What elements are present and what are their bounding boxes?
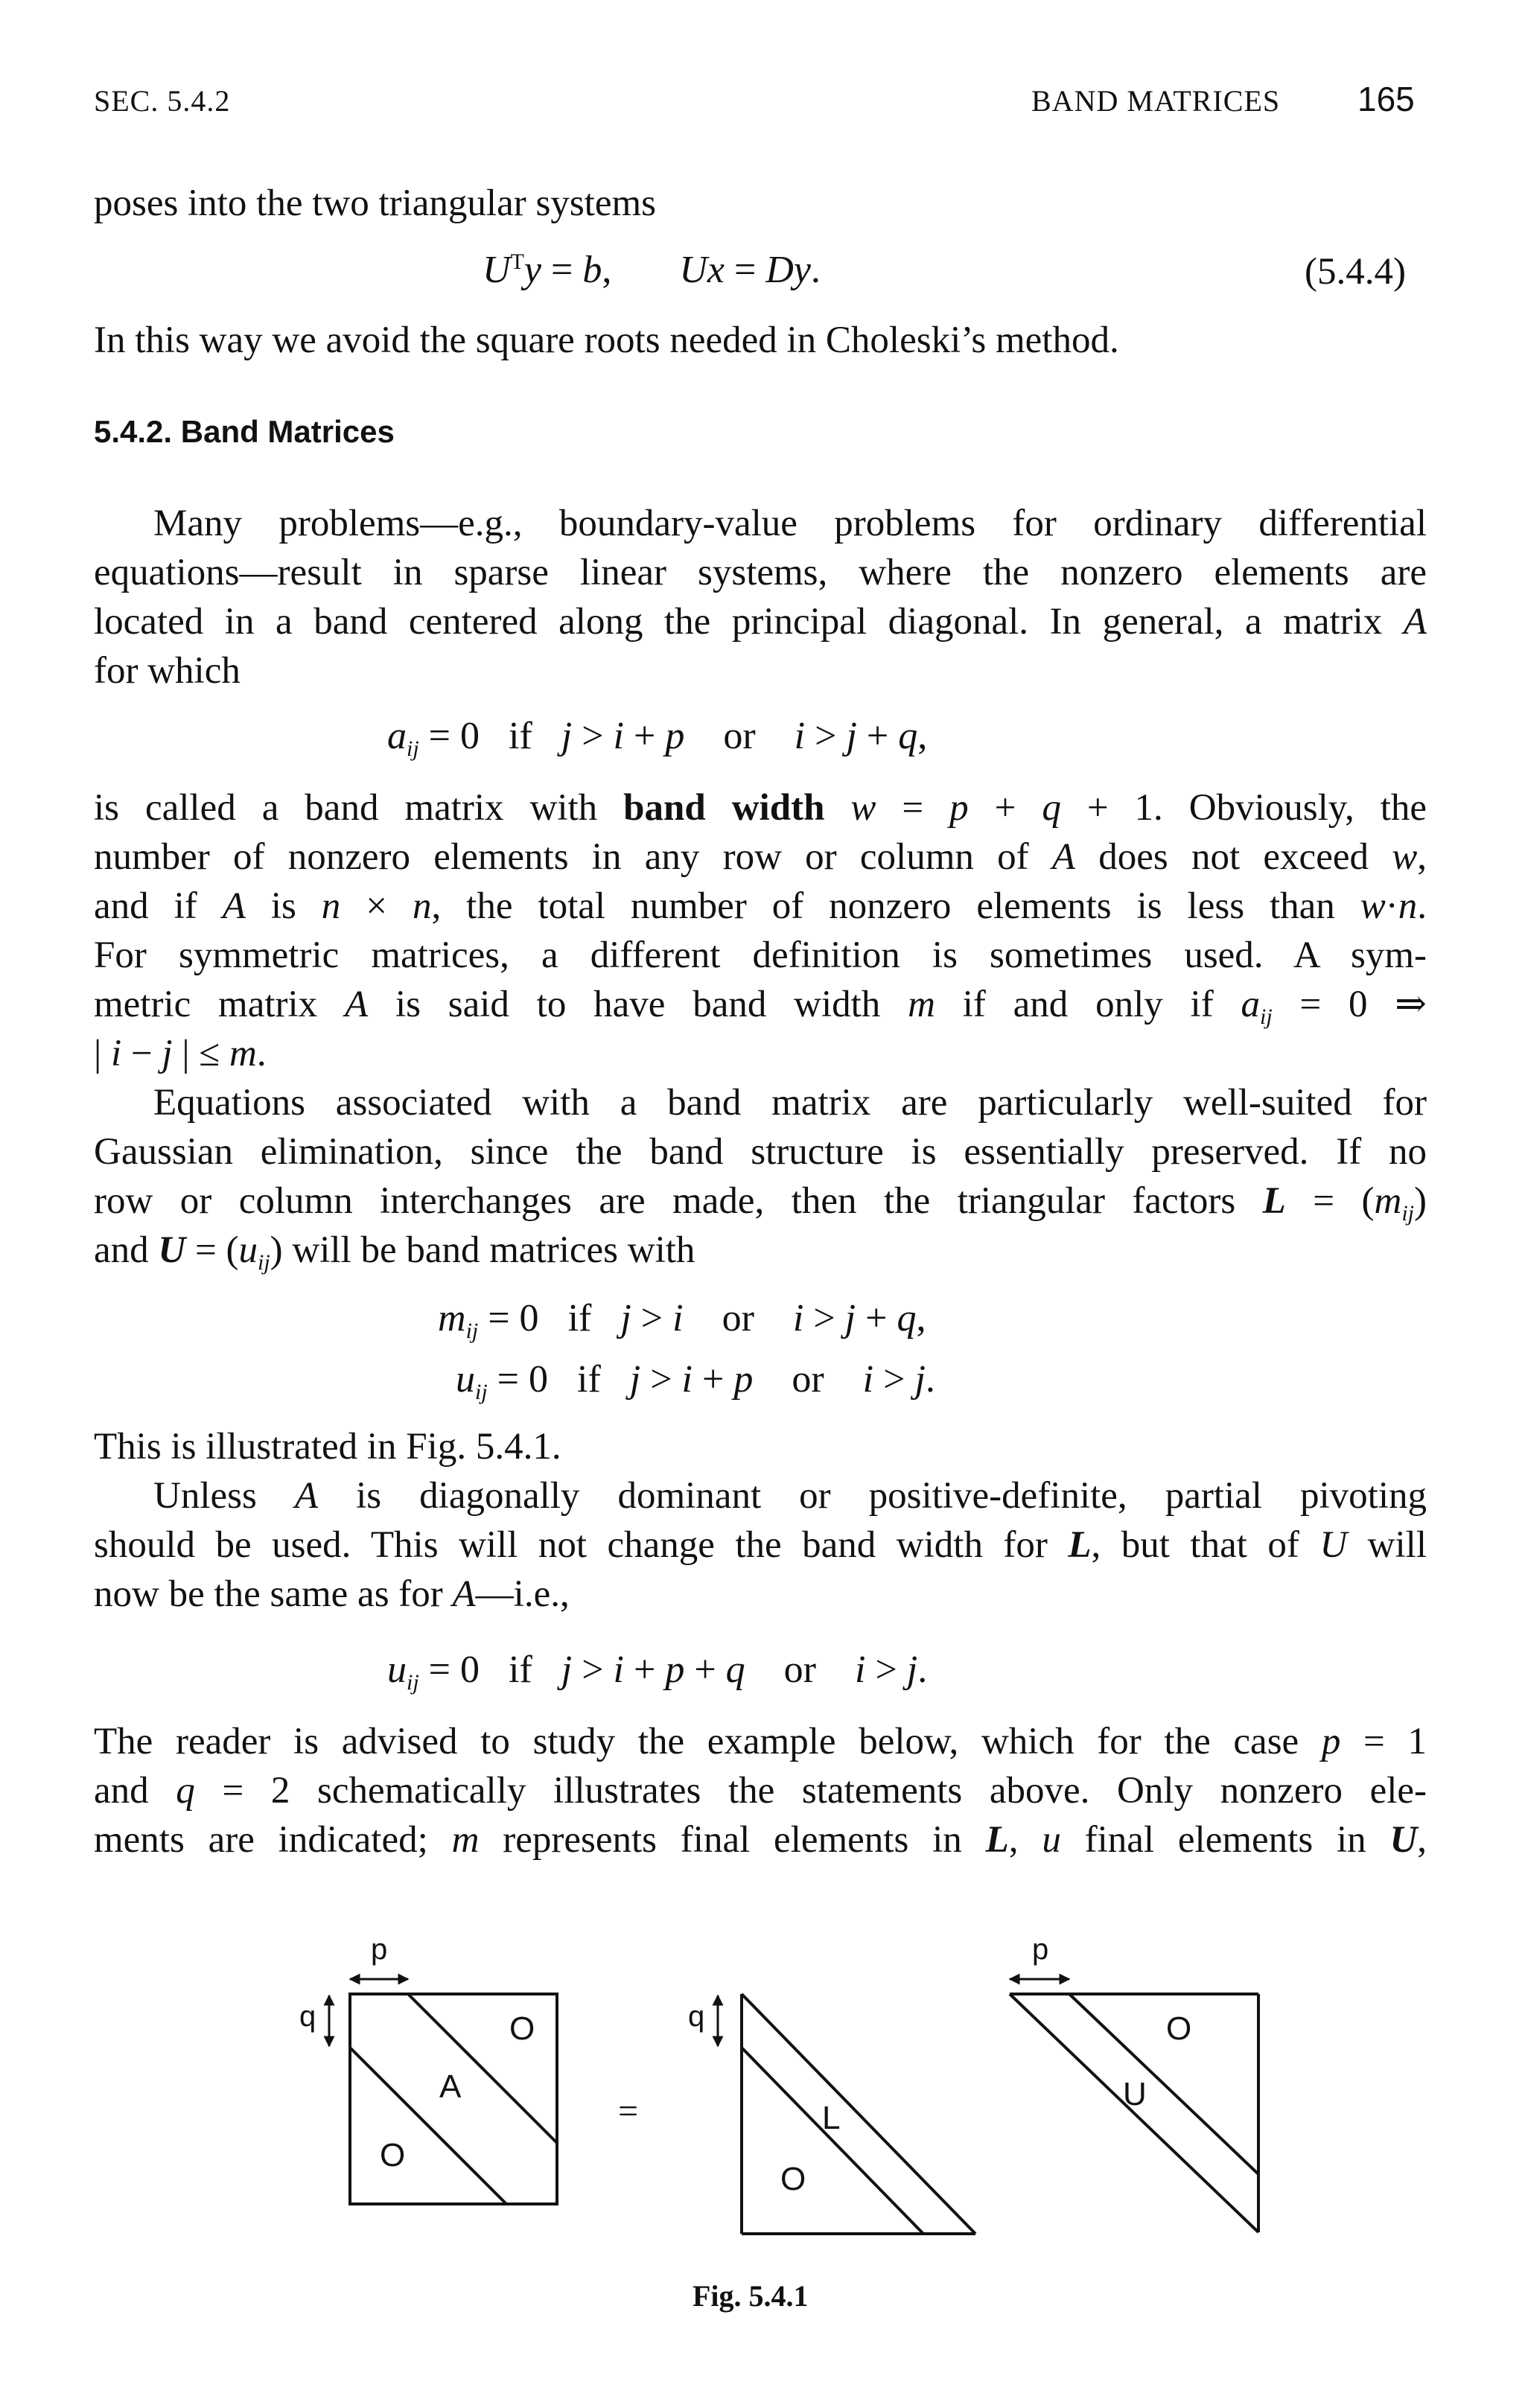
para2-line5: metric matrix A is said to have band width m if and only if $a_{ij} = 0$ ⇒ xyxy=(94,984,1427,1029)
figure-label-zero-lower-a: O xyxy=(380,2137,406,2173)
para3-line1: Equations associated with a band matrix are particularly well-suited for xyxy=(153,1082,1427,1124)
figure-label-q-l: q xyxy=(688,2000,705,2033)
figure-label-zero-u: O xyxy=(1166,2010,1192,2047)
matrix-l-diagram xyxy=(718,1994,975,2234)
equation-5-4-4: $U^Ty = b$, Ux = Dy. xyxy=(483,249,821,291)
para5-line2: and q = 2 schematically illustrates the statements above. Only nonzero ele- xyxy=(94,1770,1427,1812)
figure-label-zero-l: O xyxy=(780,2161,806,2197)
para2-line2: number of nonzero elements in any row or column of A does not exceed w, xyxy=(94,836,1427,878)
figure-label-zero-upper-a: O xyxy=(509,2010,535,2047)
para1-line1: Many problems—e.g., boundary-value problems for ordinary differential xyxy=(153,503,1427,544)
figure-caption: Fig. 5.4.1 xyxy=(693,2279,809,2313)
figure-label-matrix-a: A xyxy=(439,2068,462,2105)
figure-label-matrix-l: L xyxy=(822,2100,841,2136)
para3-line2: Gaussian elimination, since the band structure is essentially preserved. If no xyxy=(94,1131,1427,1173)
band-definition-equation: $a_{ij} = 0$ if j > i + p or i > j + q, xyxy=(387,715,928,761)
para0-line2: In this way we avoid the square roots needed in Choleski’s method. xyxy=(94,319,1119,361)
page-number: 165 xyxy=(1357,80,1415,118)
lower-band-equation: $m_{ij} = 0$ if j > i or i > j + q, xyxy=(438,1297,926,1343)
matrix-u-diagonal xyxy=(1010,1994,1258,2232)
figure-label-p-a: p xyxy=(371,1933,388,1966)
pivoting-band-equation: $u_{ij} = 0$ if j > i + p + q or i > j. xyxy=(387,1649,928,1695)
para1-line4: for which xyxy=(94,650,241,692)
para3-line5: This is illustrated in Fig. 5.4.1. xyxy=(94,1426,561,1468)
section-number: SEC. 5.4.2 xyxy=(94,84,231,118)
para1-line3: located in a band centered along the principal diagonal. In general, a matrix A xyxy=(94,601,1427,643)
para3-line3: row or column interchanges are made, then the triangular factors $L = (m_{ij})$ xyxy=(94,1180,1427,1226)
para2-line6: | i − j | ≤ m. xyxy=(94,1033,267,1074)
para0-line1: poses into the two triangular systems xyxy=(94,182,656,224)
para4-line1: Unless A is diagonally dominant or positive-definite, partial pivoting xyxy=(153,1475,1427,1517)
matrix-l-band-edge xyxy=(742,2048,923,2234)
matrix-l-diagonal xyxy=(742,1994,975,2234)
para5-line1: The reader is advised to study the example below, which for the case p = 1 xyxy=(94,1721,1427,1762)
figure-equals-sign: = xyxy=(618,2092,639,2131)
para2-line4: For symmetric matrices, a different definition is sometimes used. A sym- xyxy=(94,934,1427,976)
para4-line3: now be the same as for A—i.e., xyxy=(94,1573,570,1615)
figure-label-p-u: p xyxy=(1032,1933,1049,1966)
matrix-u-band-edge xyxy=(1069,1994,1258,2174)
para4-line2: should be used. This will not change the band width for L, but that of U will xyxy=(94,1524,1427,1566)
figure-label-matrix-u: U xyxy=(1123,2076,1147,2112)
para2-line3: and if A is n × n, the total number of nonzero elements is less than w·n. xyxy=(94,885,1427,927)
para2-line1: is called a band matrix with band width w = p + q + 1. Obviously, the xyxy=(94,787,1427,829)
para1-line2: equations—result in sparse linear systems, where the nonzero elements are xyxy=(94,552,1427,593)
matrix-a-lower-band-edge xyxy=(350,2048,506,2204)
equation-label: (5.4.4) xyxy=(1305,251,1406,293)
figure-label-q-a: q xyxy=(299,2000,316,2033)
para3-line4: and $U = (u_{ij})$ will be band matrices with xyxy=(94,1229,695,1275)
running-title: BAND MATRICES xyxy=(1031,84,1281,118)
para5-line3: ments are indicated; m represents final elements in L, u final elements in U, xyxy=(94,1819,1427,1861)
upper-band-equation: $u_{ij} = 0$ if j > i + p or i > j. xyxy=(456,1358,935,1404)
section-heading: 5.4.2. Band Matrices xyxy=(94,414,395,449)
